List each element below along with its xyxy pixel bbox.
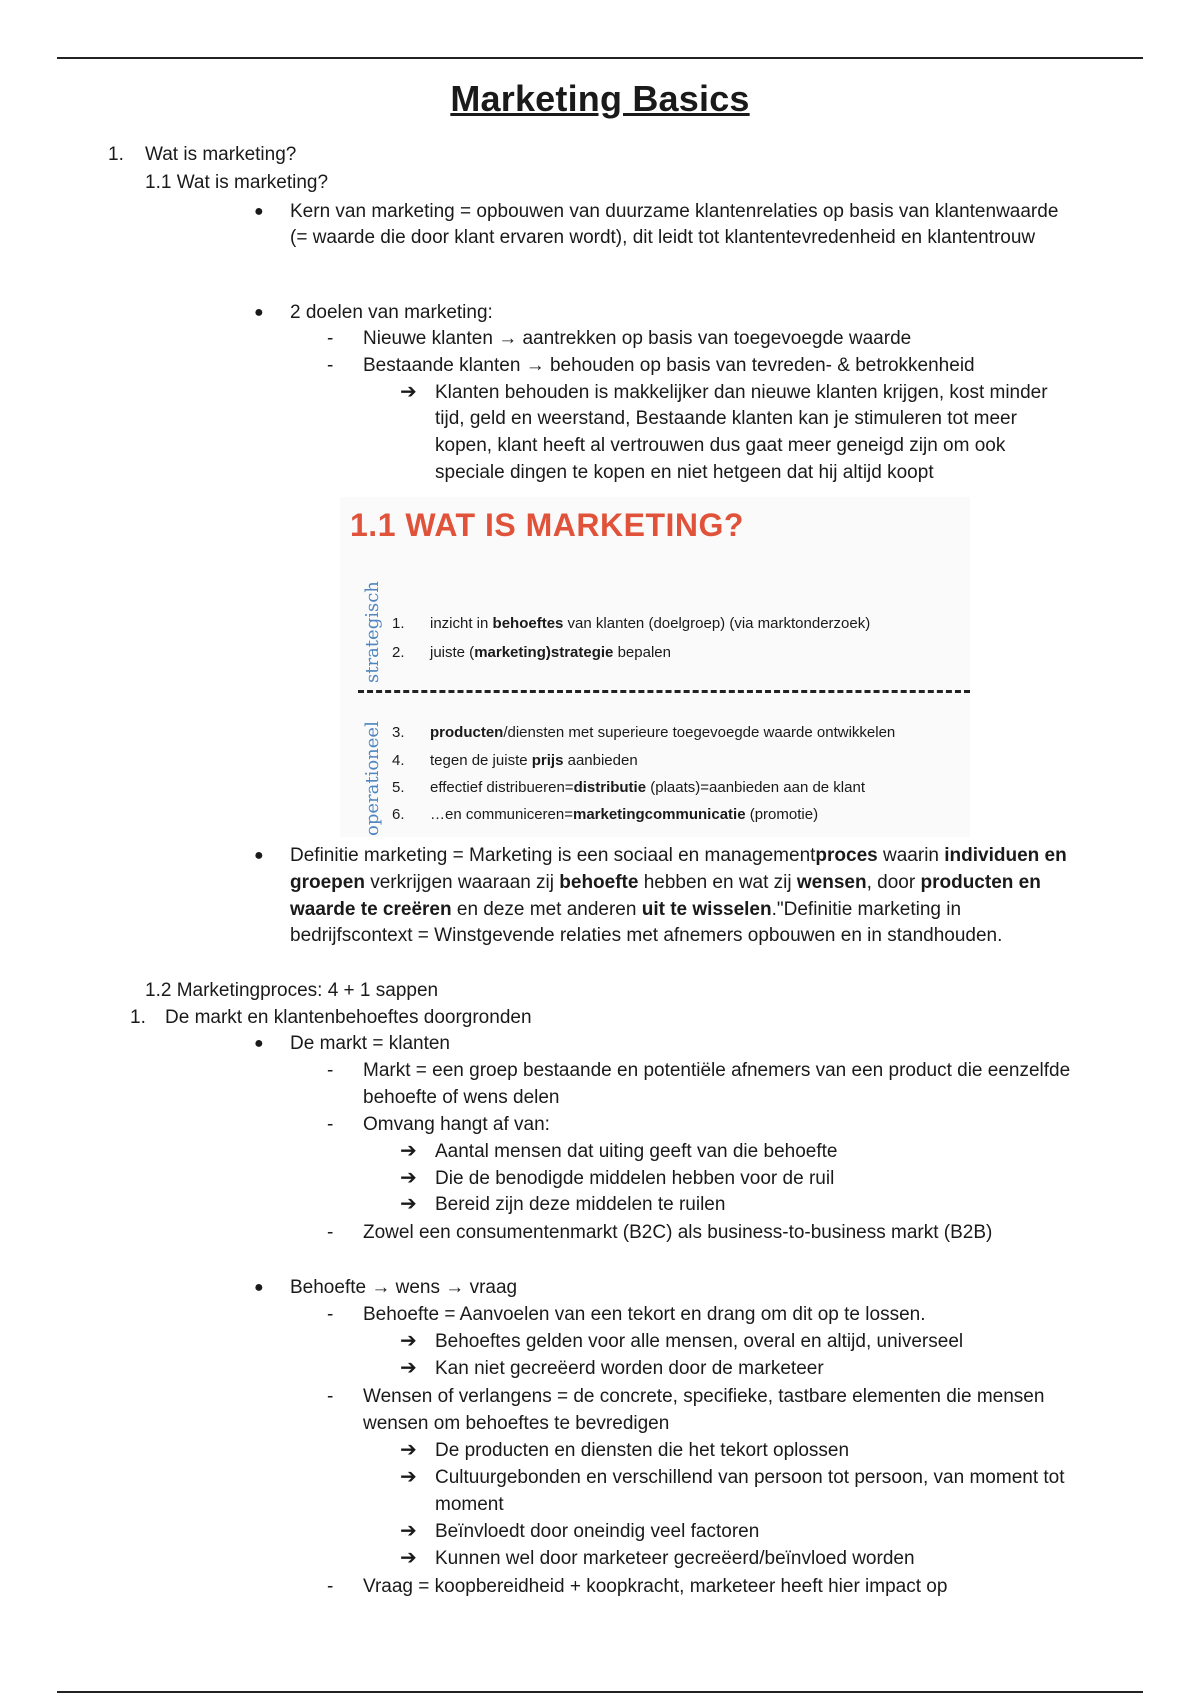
behoefte-def: Behoefte = Aanvoelen van een tekort en drang om dit op te lossen. xyxy=(363,1304,926,1325)
dash-icon: - xyxy=(327,1060,334,1081)
behoud-line-1: Klanten behouden is makkelijker dan nieuwe klanten krijgen, kost minder xyxy=(435,382,1048,403)
behoefte-wens-vraag-heading: Behoefte → wens → vraag xyxy=(290,1277,518,1298)
behoud-line-3: kopen, klant heeft al vertrouwen dus gaat meer geneigd zijn om ook xyxy=(435,435,1006,456)
bullet-icon: ● xyxy=(254,847,264,864)
bullet-icon: ● xyxy=(254,1279,264,1296)
dash-icon: - xyxy=(327,355,334,376)
dash-icon: - xyxy=(327,1222,334,1243)
wens-item-2-line-1: Cultuurgebonden en verschillend van persoon tot persoon, van moment tot xyxy=(435,1467,1065,1488)
small-arrow-icon: → xyxy=(525,355,545,376)
step-1-title: De markt en klantenbehoeftes doorgronden xyxy=(165,1007,532,1028)
slide-item: 1. inzicht in behoeftes van klanten (doelgroep) (via marktonderzoek) xyxy=(392,615,871,632)
markt-def-line-1: Markt = een groep bestaande en potentiële afnemers van een product die eenzelfde xyxy=(363,1060,1071,1081)
arrow-icon: ➔ xyxy=(400,1193,417,1215)
arrow-icon: ➔ xyxy=(400,381,417,403)
bullet-icon: ● xyxy=(254,1035,264,1052)
wens-item-1: De producten en diensten die het tekort oplossen xyxy=(435,1440,850,1461)
behoud-line-2: tijd, geld en weerstand, Bestaande klanten kan je stimuleren tot meer xyxy=(435,408,1017,429)
bullet-icon: ● xyxy=(254,304,264,321)
omvang-heading: Omvang hangt af van: xyxy=(363,1114,550,1135)
wens-item-3: Beïnvloedt door oneindig veel factoren xyxy=(435,1521,760,1542)
marketing-slide xyxy=(340,497,970,837)
markt-def-line-2: behoefte of wens delen xyxy=(363,1087,560,1108)
kern-line-2: (= waarde die door klant ervaren wordt), dit leidt tot klantentevredenheid en klantentrouw xyxy=(290,227,1036,248)
subsection-1-2: 1.2 Marketingproces: 4 + 1 sappen xyxy=(145,980,439,1001)
behoefte-item-1: Behoeftes gelden voor alle mensen, overal en altijd, universeel xyxy=(435,1331,964,1352)
omvang-item-1: Aantal mensen dat uiting geeft van die behoefte xyxy=(435,1141,838,1162)
arrow-icon: ➔ xyxy=(400,1466,417,1488)
top-rule xyxy=(57,57,1143,59)
definitie-line-1: Definitie marketing = Marketing is een sociaal en managementproces waarin individuen en xyxy=(290,845,1067,866)
section-1-number: 1. xyxy=(108,144,124,165)
wens-item-2-line-2: moment xyxy=(435,1494,504,1515)
section-1-title: Wat is marketing? xyxy=(145,144,297,165)
arrow-icon: ➔ xyxy=(400,1520,417,1542)
arrow-icon: ➔ xyxy=(400,1330,417,1352)
definitie-line-2: groepen verkrijgen waaraan zij behoefte hebben en wat zij wensen, door producten en xyxy=(290,872,1041,893)
wens-item-4: Kunnen wel door marketeer gecreëerd/beïnvloed worden xyxy=(435,1548,915,1569)
slide-item: 4. tegen de juiste prijs aanbieden xyxy=(392,752,638,769)
label-operationeel: operationeel xyxy=(362,721,383,836)
slide-item: 2. juiste (marketing)strategie bepalen xyxy=(392,644,671,661)
arrow-icon: ➔ xyxy=(400,1357,417,1379)
vraag-def: Vraag = koopbereidheid + koopkracht, marketeer heeft hier impact op xyxy=(363,1576,948,1597)
doelen-heading: 2 doelen van marketing: xyxy=(290,302,493,323)
doel-bestaande-klanten: Bestaande klanten → behouden op basis van tevreden- & betrokkenheid xyxy=(363,355,975,376)
small-arrow-icon: → xyxy=(498,328,518,349)
dash-icon: - xyxy=(327,1304,334,1325)
arrow-icon: ➔ xyxy=(400,1547,417,1569)
subsection-1-1: 1.1 Wat is marketing? xyxy=(145,172,329,193)
wensen-def-line-1: Wensen of verlangens = de concrete, specifieke, tastbare elementen die mensen xyxy=(363,1386,1045,1407)
behoud-line-4: speciale dingen te kopen en niet hetgeen dat hij altijd koopt xyxy=(435,462,934,483)
arrow-icon: ➔ xyxy=(400,1140,417,1162)
behoefte-item-2: Kan niet gecreëerd worden door de marketeer xyxy=(435,1358,824,1379)
dash-icon: - xyxy=(327,328,334,349)
slide-item: 3. producten/diensten met superieure toegevoegde waarde ontwikkelen xyxy=(392,724,896,741)
page-title: Marketing Basics xyxy=(450,78,750,119)
b2c-b2b-line: Zowel een consumentenmarkt (B2C) als business-to-business markt (B2B) xyxy=(363,1222,993,1243)
slide-item: 6. …en communiceren=marketingcommunicatie (promotie) xyxy=(392,806,819,823)
omvang-item-3: Bereid zijn deze middelen te ruilen xyxy=(435,1194,726,1215)
arrow-icon: ➔ xyxy=(400,1167,417,1189)
doel-nieuwe-klanten: Nieuwe klanten → aantrekken op basis van toegevoegde waarde xyxy=(363,328,912,349)
omvang-item-2: Die de benodigde middelen hebben voor de ruil xyxy=(435,1168,835,1189)
step-1-number: 1. xyxy=(130,1007,146,1028)
kern-line-1: Kern van marketing = opbouwen van duurzame klantenrelaties op basis van klantenwaarde xyxy=(290,201,1059,222)
small-arrow-icon: → xyxy=(371,1277,391,1298)
markt-heading: De markt = klanten xyxy=(290,1033,450,1054)
wensen-def-line-2: wensen om behoeftes te bevredigen xyxy=(363,1413,670,1434)
definitie-line-3: waarde te creëren en deze met anderen uit te wisselen."Definitie marketing in xyxy=(290,899,962,920)
label-strategisch: strategisch xyxy=(362,581,383,683)
slide-title: 1.1 WAT IS MARKETING? xyxy=(350,507,744,543)
small-arrow-icon: → xyxy=(445,1277,465,1298)
slide-divider xyxy=(358,690,970,693)
bottom-rule xyxy=(57,1691,1143,1693)
dash-icon: - xyxy=(327,1114,334,1135)
dash-icon: - xyxy=(327,1576,334,1597)
definitie-line-4: bedrijfscontext = Winstgevende relaties met afnemers opbouwen en in standhouden. xyxy=(290,925,1003,946)
slide-item: 5. effectief distribueren=distributie (plaats)=aanbieden aan de klant xyxy=(392,779,865,796)
arrow-icon: ➔ xyxy=(400,1439,417,1461)
bullet-icon: ● xyxy=(254,203,264,220)
dash-icon: - xyxy=(327,1386,334,1407)
